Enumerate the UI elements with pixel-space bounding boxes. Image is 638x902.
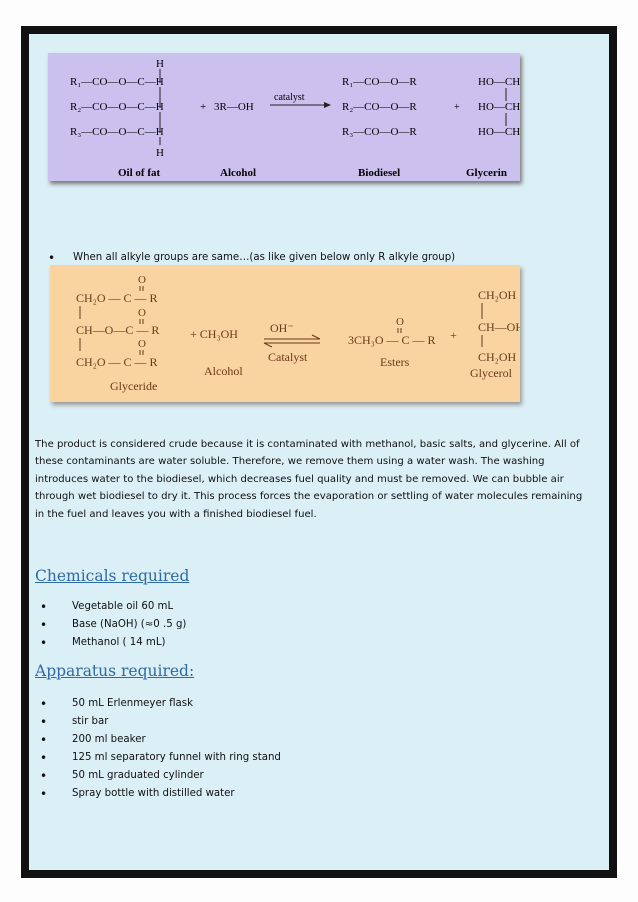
glycerin-row-3: HO—CH₂: [478, 126, 520, 138]
h-atom-bottom: H: [156, 147, 164, 159]
carbonyl-oxygen-1: O: [138, 274, 146, 286]
ester-carbonyl-oxygen: O: [396, 316, 404, 328]
apparatus-heading: Apparatus required:: [35, 662, 195, 680]
alcohol-formula: 3R—OH: [214, 101, 254, 113]
reaction-diagram-1: [48, 53, 520, 181]
glyceride-label: Glyceride: [110, 379, 158, 393]
glycerol-row-2: CH—OH: [478, 320, 520, 334]
biodiesel-row-1: R₁—CO—O—R: [342, 76, 417, 88]
methanol-formula: + CH₃OH: [190, 327, 238, 341]
bullet-icon: •: [40, 715, 48, 730]
reaction-diagram-2: [50, 265, 520, 402]
glycerol-row-3: CH₂OH: [478, 350, 517, 364]
carbonyl-oxygen-3: O: [138, 338, 146, 350]
bullet-icon: •: [40, 697, 48, 711]
transesterification-scheme-methanol: [50, 265, 520, 402]
triglyceride-row-2: R₂—CO—O—C—H: [70, 101, 164, 113]
esters-label: Esters: [380, 355, 410, 369]
plus-sign-2: +: [454, 102, 460, 113]
list-item: • Methanol ( 14 mL): [40, 634, 186, 652]
catalyst-label: catalyst: [274, 92, 305, 103]
oil-of-fat-label: Oil of fat: [118, 167, 161, 179]
bullet-icon: •: [48, 251, 56, 265]
ester-formula: 3CH₃O — C — R: [348, 333, 436, 347]
crude-product-paragraph: The product is considered crude because it is contaminated with methanol, basic salts, and glycerine. All of these contaminants are water soluble. Therefore, we remove them using a water wash. The washing introduces water to the biodiesel, which decreases fuel quality and must be removed. We can bubble air through wet biodiesel to dry it. This process forces the evaporation or settling of water molecules remaining in the fuel and leaves you with a finished biodiesel fuel.: [35, 439, 583, 520]
glycerin-label: Glycerin: [466, 167, 507, 179]
triglyceride-row-3: R₃—CO—O—C—H: [70, 126, 164, 138]
catalyst-label-2: Catalyst: [268, 350, 308, 364]
biodiesel-row-3: R₃—CO—O—R: [342, 126, 417, 138]
list-item: • Spray bottle with distilled water: [40, 785, 281, 803]
list-item: • stir bar: [40, 713, 281, 731]
bullet-icon: •: [40, 600, 48, 614]
list-item: • 50 mL graduated cylinder: [40, 767, 281, 785]
bullet-icon: •: [40, 787, 48, 802]
glycerin-row-1: HO—CH₂: [478, 76, 520, 88]
glycerol-row-1: CH₂OH: [478, 288, 517, 302]
list-item: • 200 ml beaker: [40, 731, 281, 749]
glycerin-row-2: HO—CH: [478, 101, 520, 113]
alcohol-label-2: Alcohol: [204, 364, 243, 378]
list-item: • 50 mL Erlenmeyer flask: [40, 695, 281, 713]
carbonyl-oxygen-2: O: [138, 307, 146, 319]
apparatus-list: [40, 695, 281, 804]
same-alkyl-note-text: When all alkyle groups are same…(as like given below only R alkyle group): [73, 252, 456, 263]
list-item: • Base (NaOH) (≈0 .5 g): [40, 616, 186, 634]
plus-sign-1: +: [200, 101, 207, 113]
h-atom-top: H: [156, 58, 164, 70]
alcohol-label: Alcohol: [220, 167, 257, 179]
plus-sign-3: +: [450, 328, 457, 342]
biodiesel-row-2: R₂—CO—O—R: [342, 101, 417, 113]
chemicals-list: [40, 598, 186, 652]
bullet-icon: •: [40, 618, 48, 633]
glycerol-label: Glycerol: [470, 366, 512, 380]
list-item: • 125 ml separatory funnel with ring stand: [40, 749, 281, 767]
bullet-icon: •: [40, 769, 48, 784]
glyceride-row-2: CH—O—C — R: [76, 323, 160, 337]
transesterification-scheme-general: [48, 53, 520, 181]
glyceride-row-1: CH₂O — C — R: [76, 291, 158, 305]
bullet-icon: •: [40, 751, 48, 766]
chemicals-heading: Chemicals required: [35, 567, 190, 585]
glyceride-row-3: CH₂O — C — R: [76, 355, 158, 369]
hydroxide-label: OH⁻: [270, 321, 294, 335]
biodiesel-label: Biodiesel: [358, 167, 401, 179]
bullet-icon: •: [40, 733, 48, 748]
triglyceride-row-1: R₁—CO—O—C—H: [70, 76, 164, 88]
bullet-icon: •: [40, 636, 48, 651]
list-item: • Vegetable oil 60 mL: [40, 598, 186, 616]
